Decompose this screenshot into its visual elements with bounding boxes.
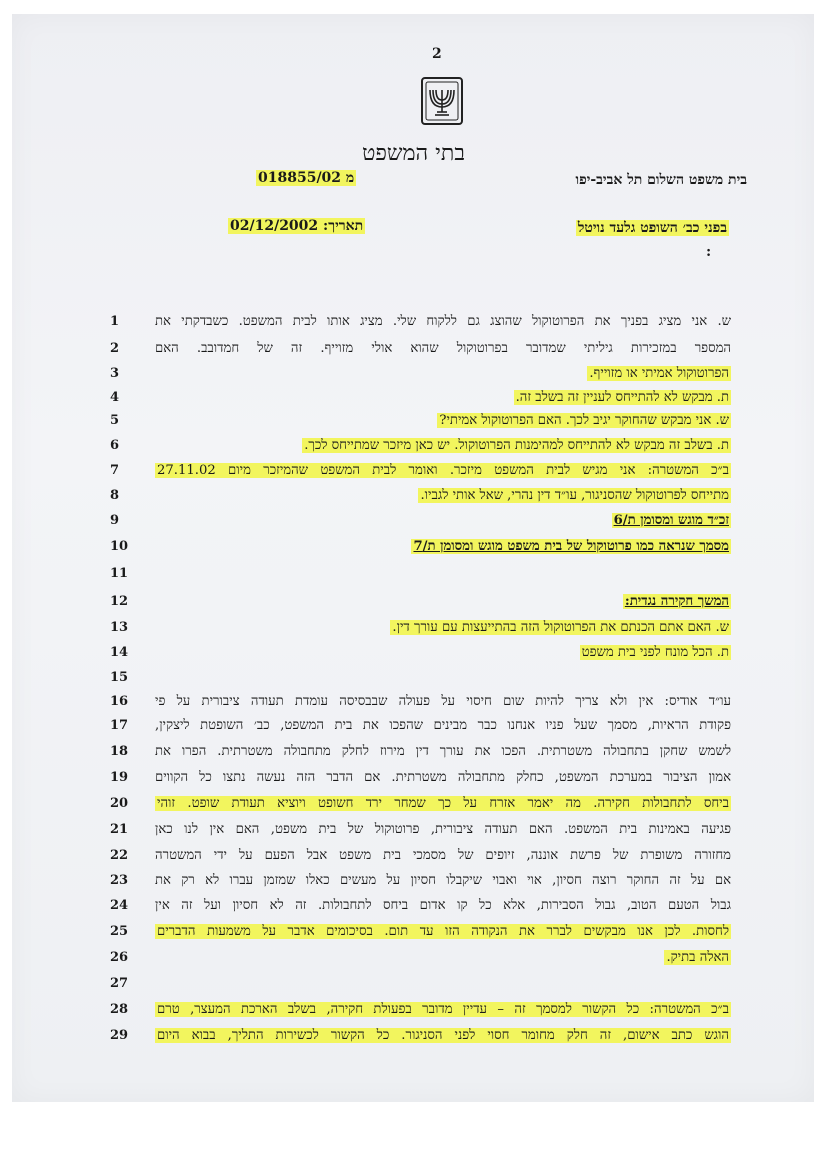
line-number: 19 [110,770,129,785]
line-number: 23 [110,873,129,888]
line-number: 5 [110,413,120,428]
line-content: גבול הטעם הטוב, גבול הסבירות, אלא כל קו אדום ביחס לתחבולות. זה לא חסיון ועל זה אין [155,898,731,913]
line-number: 21 [110,822,129,837]
transcript-line [155,872,731,888]
transcript-line [155,717,731,733]
line-number: 27 [110,976,129,991]
transcript-line [155,847,731,863]
transcript-line [155,340,731,356]
line-content: המספר במזכירות גיליתי שמדובר בפרוטוקול שהוא אולי מזוייף. זה של חמדובב. האם [155,341,731,356]
transcript-line [155,795,731,811]
transcript-line [155,412,731,428]
line-number: 4 [110,390,120,405]
transcript-line [155,462,731,478]
line-number: 24 [110,898,129,913]
line-number: 6 [110,438,120,453]
line-content: ש. אני מבקש שהחוקר יגיב לכך. האם הפרוטוקול אמיתי? [439,413,729,428]
line-content: ב״כ המשטרה: כל הקשור למסמך זה – עדיין מדובר בפעולת חקירה, בשלב הארכת המעצר, טרם [157,1002,729,1017]
line-number: 1 [110,314,120,329]
line-number: 16 [110,694,129,709]
transcript-line [155,923,731,939]
line-content: האלה בתיק. [666,950,729,965]
line-content: המשך חקירה נגדית: [624,594,729,609]
transcript-line [155,1001,731,1017]
line-number: 9 [110,513,120,528]
transcript-line [155,593,731,609]
hearing-date [228,218,365,235]
line-number: 7 [110,463,120,478]
transcript-line [155,1027,731,1043]
transcript-line [155,644,731,660]
transcript-line [155,743,731,759]
line-content: פגיעה באמינות בית המשפט. האם תעודה ציבורית, פרוטוקול של בית משפט, האם אין לנו כאן [155,822,731,837]
judge-name-text: בפני כב׳ השופט גלעד נויטל [577,220,727,236]
transcript-line [155,619,731,635]
line-number: 11 [110,566,129,581]
case-number-text: מ 018855/02 [258,170,355,186]
line-content: לחסות. לכן אנו מבקשים לברר את הנקודה הזו עד תום. בסיכומים אדבר על משמעות הדברים [157,924,729,939]
transcript-line [155,949,731,965]
court-name: בתי המשפט [362,141,465,166]
transcript-line [155,487,731,503]
hearing-date-text: תאריך: 02/12/2002 [230,218,364,234]
line-number: 2 [110,341,120,356]
line-number: 8 [110,488,120,503]
line-content: לשמש שחקן בתחבולה משטרתית. הפכו את עורך דין מירוז לחלק מתחבולה משטרתית. הפרו את [155,744,731,759]
line-number: 26 [110,950,129,965]
line-content: מסמך שנראה כמו פרוטוקול של בית משפט מוגש ומסומן ת/7 [413,539,729,554]
line-number: 28 [110,1002,129,1017]
line-number: 17 [110,718,129,733]
line-content: ביחס לתחבולות חקירה. מה יאמר אזרח על כך שמחר ירד חשופט ויוציא תעודת שופט. זוהי [157,796,729,811]
case-number [256,170,356,187]
page-number: 2 [432,46,442,62]
menorah-emblem-icon [420,76,464,126]
line-content: אם על זה החוקר רוצה חסיון, אוי ואבוי שיקבלו חסיון על מעשים כאלו שמזמן עברו לא רק את [155,873,731,888]
transcript-line [155,538,731,554]
judge-name [576,220,729,237]
line-content: מחזורה משופרת של פרשת אוננה, זיופים של מסמכי בית משפט אבל הפעם על ידי המשטרה [155,848,731,863]
line-content: ב״כ המשטרה: אני מגיש לבית המשפט מיזכר. ואומר לבית המשפט שהמיזכר מיום 27.11.02 [157,463,729,478]
line-number: 20 [110,796,129,811]
line-content: הפרוטוקול אמיתי או מזוייף. [589,366,729,381]
line-number: 18 [110,744,129,759]
line-content: ש. אני מציג בפניך את הפרוטוקול שהוצג גם ללקוח שלי. מציג אותו לבית המשפט. כשבדקתי את [155,314,731,329]
line-number: 3 [110,366,120,381]
line-content: עו״ד אודיס: אין ולא צריך להיות שום חיסוי על פעולה שבבסיסה עומדת תעודה ציבורית על פי [155,694,731,709]
line-number: 22 [110,848,129,863]
line-content: אמון הציבור במערכת המשפט, כחלק מתחבולה משטרתית. אם הדבר הזה נעשה נתצו כל הקווים [155,770,731,785]
line-number: 10 [110,539,129,554]
line-number: 29 [110,1028,129,1043]
court-branch: בית משפט השלום תל אביב-יפו [575,172,747,188]
line-content: ש. האם אתם הכנתם את הפרוטוקול הזה בהתייעצות עם עורך דין. [392,620,729,635]
line-content: הוגש כתב אישום, זה חלק מחומר חסוי לפני הסניגור. כל הקשור לכשירות התליך, בבוא היום [157,1028,729,1043]
transcript-line [155,693,731,709]
line-content: זכ״ד מוגש ומסומן ת/6 [613,513,729,528]
line-number: 15 [110,670,129,685]
line-content: ת. מבקש לא להתייחס לעניין זה בשלב זה. [515,390,729,405]
transcript-line [155,437,731,453]
colon-mark: : [706,244,712,260]
line-content: פקודת הראיות, מסמך שעל פניו אנחנו כבר מבינים שהפכו את בית המשפט, כב׳ השופטת ליצקין, [155,718,731,733]
line-number: 12 [110,594,129,609]
line-number: 25 [110,924,129,939]
line-content: ת. בשלב זה מבקש לא להתייחס למהימנות הפרוטוקול. יש כאן מיזכר שמתייחס לכך. [304,438,729,453]
line-content: ת. הכל מונח לפני בית משפט [581,645,729,660]
line-number: 13 [110,620,129,635]
transcript-line [155,389,731,405]
transcript-line [155,821,731,837]
transcript-line [155,897,731,913]
transcript-line [155,365,731,381]
scan-margin [0,1102,827,1169]
transcript-line [155,512,731,528]
line-content: מתייחס לפרוטוקול שהסניגור, עו״ד דין נהרי, שאל אותי לגביו. [420,488,729,503]
transcript-line [155,313,731,329]
transcript-line [155,769,731,785]
line-number: 14 [110,645,129,660]
